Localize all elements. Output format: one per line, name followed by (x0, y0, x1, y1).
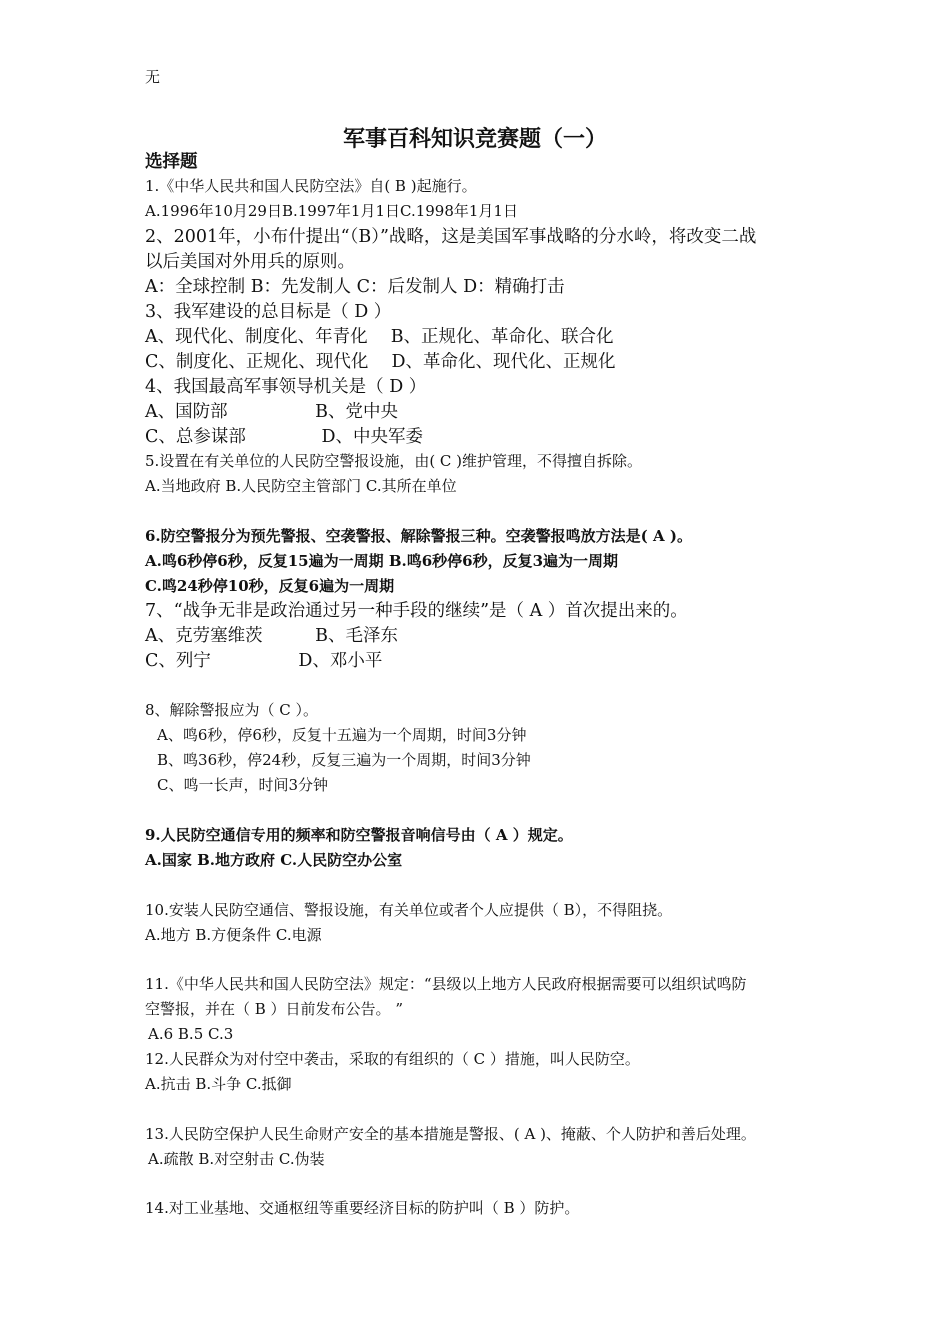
question-line: 13.人民防空保护人民生命财产安全的基本措施是警报、( A )、掩蔽、个人防护和善后处理。 (145, 1125, 756, 1143)
question-line: 14.对工业基地、交通枢纽等重要经济目标的防护叫（ B ）防护。 (145, 1199, 580, 1217)
question-line: 8、解除警报应为（ C ）。 (145, 701, 319, 719)
option-line: A.1996年10月29日B.1997年1月1日C.1998年1月1日 (145, 202, 518, 220)
question-line: 12.人民群众为对付空中袭击，采取的有组织的（ C ）措施，叫人民防空。 (145, 1050, 640, 1068)
question-line: 2、2001年，小布什提出“（B）”战略，这是美国军事战略的分水岭，将改变二战 (145, 227, 757, 247)
question-line: 4、我国最高军事领导机关是（ D ） (145, 377, 427, 397)
question-line: 3、我军建设的总目标是（ D ） (145, 302, 392, 322)
option-line: A.鸣6秒停6秒，反复15遍为一周期 B.鸣6秒停6秒，反复3遍为一周期 (145, 552, 619, 570)
option-line: A：全球控制 B：先发制人 C：后发制人 D：精确打击 (145, 277, 565, 297)
option-line: A.当地政府 B.人民防空主管部门 C.其所在单位 (145, 477, 457, 495)
option-line: A、克劳塞维茨 B、毛泽东 (145, 626, 398, 646)
option-line: A、国防部 B、党中央 (145, 402, 398, 422)
option-line: A.6 B.5 C.3 (148, 1025, 234, 1043)
question-line: 空警报，并在（ B ）日前发布公告。 ” (145, 1000, 403, 1018)
page-header: 无 (145, 68, 161, 86)
page-title: 军事百科知识竞赛题（一） (342, 126, 607, 152)
option-line: A.疏散 B.对空射击 C.伪装 (148, 1150, 325, 1168)
question-line: 9.人民防空通信专用的频率和防空警报音响信号由（ A ）规定。 (145, 826, 573, 844)
option-line: A.地方 B.方便条件 C.电源 (145, 926, 322, 944)
option-line: C、鸣一长声，时间3分钟 (157, 776, 329, 794)
question-line: 以后美国对外用兵的原则。 (145, 252, 355, 272)
question-line: 5.设置在有关单位的人民防空警报设施，由( C )维护管理，不得擅自拆除。 (145, 452, 643, 470)
question-line: 7、“战争无非是政治通过另一种手段的继续”是（ A ）首次提出来的。 (145, 601, 688, 621)
question-line: 10.安装人民防空通信、警报设施，有关单位或者个人应提供（ B），不得阻挠。 (145, 901, 673, 919)
option-line: C、列宁 D、邓小平 (145, 651, 383, 671)
question-line: 6.防空警报分为预先警报、空袭警报、解除警报三种。空袭警报鸣放方法是( A )。 (145, 527, 692, 545)
option-line: B、鸣36秒，停24秒，反复三遍为一个周期，时间3分钟 (157, 751, 531, 769)
question-line: 1.《中华人民共和国人民防空法》自( B )起施行。 (145, 177, 477, 195)
option-line: A.抗击 B.斗争 C.抵御 (145, 1075, 292, 1093)
option-line: C.鸣24秒停10秒，反复6遍为一周期 (145, 577, 395, 595)
option-line: C、总参谋部 D、中央军委 (145, 427, 423, 447)
question-line: 11.《中华人民共和国人民防空法》规定：“县级以上地方人民政府根据需要可以组织试鸣防 (145, 975, 747, 993)
option-line: A、鸣6秒，停6秒，反复十五遍为一个周期，时间3分钟 (157, 726, 527, 744)
section-heading: 选择题 (145, 152, 198, 172)
option-line: A、现代化、制度化、年青化 B、正规化、革命化、联合化 (145, 327, 614, 347)
option-line: A.国家 B.地方政府 C.人民防空办公室 (145, 851, 403, 869)
option-line: C、制度化、正规化、现代化 D、革命化、现代化、正规化 (145, 352, 616, 372)
